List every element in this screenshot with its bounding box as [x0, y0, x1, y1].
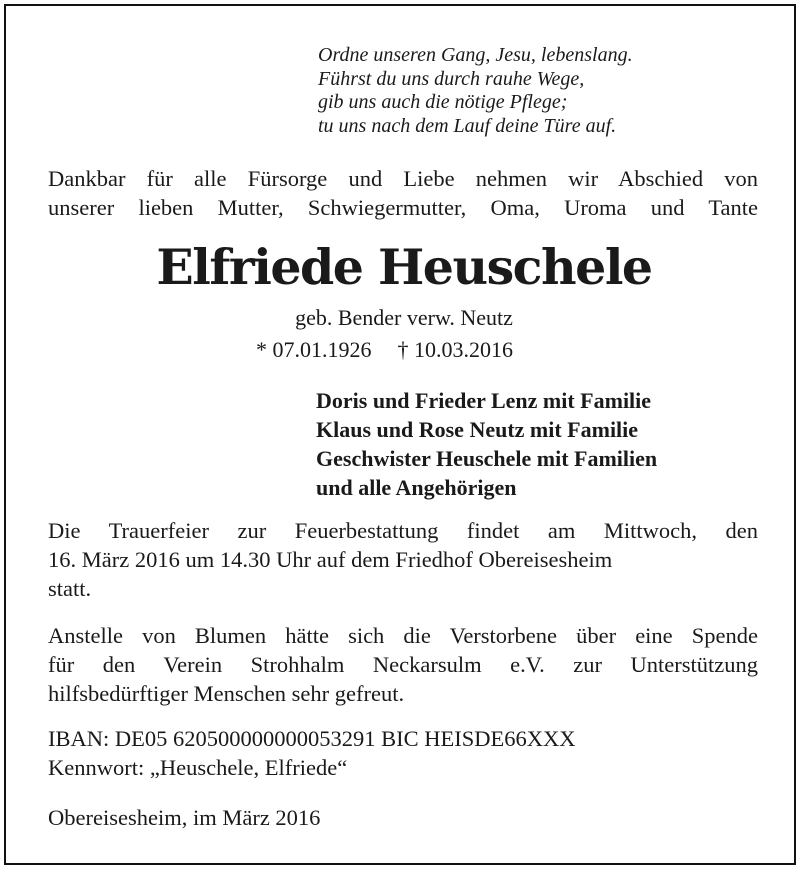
keyword-line: Kennwort: „Heuschele, Elfriede“ [48, 755, 348, 780]
mourners-list [316, 386, 657, 502]
intro-line: Dankbar für alle Fürsorge und Liebe nehmen wir Abschied von [48, 166, 758, 191]
iban-line: IBAN: DE05 620500000000053291 BIC HEISDE66XXX [48, 726, 576, 751]
intro-line: unserer lieben Mutter, Schwiegermutter, Oma, Uroma und Tante [48, 195, 758, 220]
verse-line: Ordne unseren Gang, Jesu, lebenslang. [318, 44, 633, 66]
bible-verse [318, 44, 633, 138]
verse-line: tu uns nach dem Lauf deine Türe auf. [318, 114, 617, 137]
intro-text [48, 164, 758, 222]
mourner-line: Doris und Frieder Lenz mit Familie [316, 388, 652, 413]
life-dates [256, 336, 513, 364]
funeral-line: Die Trauerfeier zur Feuerbestattung findet am Mittwoch, den [48, 518, 758, 543]
deceased-name: Elfriede Heuschele [156, 238, 652, 296]
verse-line: Führst du uns durch rauhe Wege, [318, 67, 585, 90]
funeral-info [48, 516, 758, 603]
donation-info [48, 621, 758, 708]
funeral-line: statt. [48, 576, 92, 601]
donation-line: für den Verein Strohhalm Neckarsulm e.V. zur Unterstützung [48, 652, 758, 677]
mourner-line: und alle Angehörigen [316, 475, 517, 500]
birth-date: * 07.01.1926 [256, 337, 372, 362]
funeral-line: 16. März 2016 um 14.30 Uhr auf dem Friedhof Obereisesheim [48, 547, 613, 572]
birth-name: geb. Bender verw. Neutz [295, 305, 513, 330]
bank-details [48, 724, 758, 782]
obituary-notice [4, 4, 796, 865]
donation-line: hilfsbedürftiger Menschen sehr gefreut. [48, 681, 405, 706]
verse-line: gib uns auch die nötige Pflege; [318, 91, 568, 113]
closing-place-date: Obereisesheim, im März 2016 [48, 805, 321, 830]
donation-line: Anstelle von Blumen hätte sich die Verstorbene über eine Spende [48, 623, 758, 648]
mourner-line: Klaus und Rose Neutz mit Familie [316, 417, 639, 442]
death-date: † 10.03.2016 [397, 337, 513, 362]
mourner-line: Geschwister Heuschele mit Familien [316, 446, 658, 471]
